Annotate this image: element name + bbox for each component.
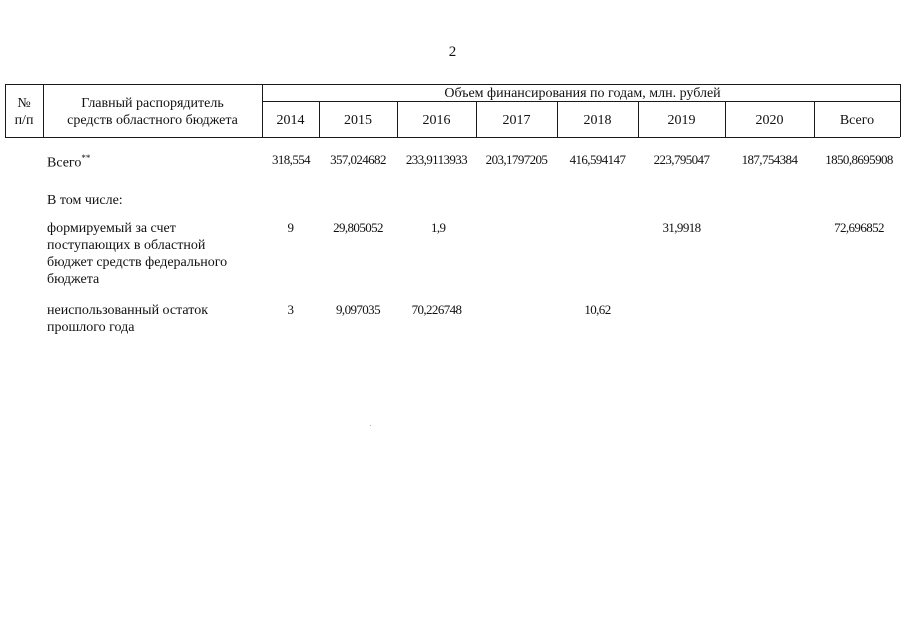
col-num-header-line: № xyxy=(17,96,31,111)
year-header-2017: 2017 xyxy=(502,113,531,128)
header-divider xyxy=(900,84,901,137)
value-cell: 31,9918 xyxy=(662,220,701,235)
footnote-mark: ** xyxy=(81,153,91,163)
header-bottom-rule xyxy=(5,137,900,138)
value-cell: 1,9 xyxy=(431,220,446,235)
value-cell: 1850,8695908 xyxy=(825,152,893,167)
value-cell: 357,024682 xyxy=(330,152,386,167)
row-label-line: прошлого года xyxy=(47,320,135,335)
year-header-2019: 2019 xyxy=(667,113,696,128)
value-cell: 29,805052 xyxy=(333,220,383,235)
scan-speck xyxy=(370,425,371,426)
year-header-total: Всего xyxy=(839,113,875,128)
year-header-2014: 2014 xyxy=(276,113,305,128)
row-label-subheading: В том числе: xyxy=(47,193,123,208)
row-label-line: бюджета xyxy=(47,272,100,287)
page-number: 2 xyxy=(448,44,457,60)
value-cell: 10,62 xyxy=(584,302,611,317)
row-label-line: неиспользованный остаток xyxy=(47,303,208,318)
value-cell: 233,9113933 xyxy=(405,152,468,167)
row-label-balance xyxy=(47,302,262,336)
value-cell: 203,1797205 xyxy=(485,152,548,167)
row-label-text: Всего xyxy=(47,155,82,171)
row-label-total xyxy=(47,150,262,172)
year-header-2015: 2015 xyxy=(344,113,372,128)
col-num-header xyxy=(5,95,43,129)
value-cell: 416,594147 xyxy=(569,152,626,167)
row-label-line: формируемый за счет xyxy=(47,221,176,236)
value-cell: 187,754384 xyxy=(741,152,798,167)
year-header-2018: 2018 xyxy=(583,113,612,128)
col-main-header-line: Главный распорядитель xyxy=(81,96,224,111)
value-cell: 72,696852 xyxy=(834,220,884,235)
col-main-header xyxy=(43,95,262,129)
header-divider xyxy=(262,84,263,137)
row-label-line: бюджет средств федерального xyxy=(47,255,228,270)
value-cell: 318,554 xyxy=(271,152,311,167)
year-header-2016: 2016 xyxy=(422,113,451,128)
group-header: Объем финансирования по годам, млн. рублей xyxy=(444,86,721,101)
row-label-federal xyxy=(47,220,262,288)
col-main-header-line: средств областного бюджета xyxy=(67,113,238,128)
value-cell: 3 xyxy=(287,302,294,317)
value-cell: 9 xyxy=(287,220,294,235)
value-cell: 9,097035 xyxy=(336,302,380,317)
row-label-line: поступающих в областной xyxy=(47,238,206,253)
col-num-header-line: п/п xyxy=(14,113,34,128)
value-cell: 70,226748 xyxy=(411,302,462,317)
year-header-2020: 2020 xyxy=(755,113,784,128)
value-cell: 223,795047 xyxy=(653,152,710,167)
